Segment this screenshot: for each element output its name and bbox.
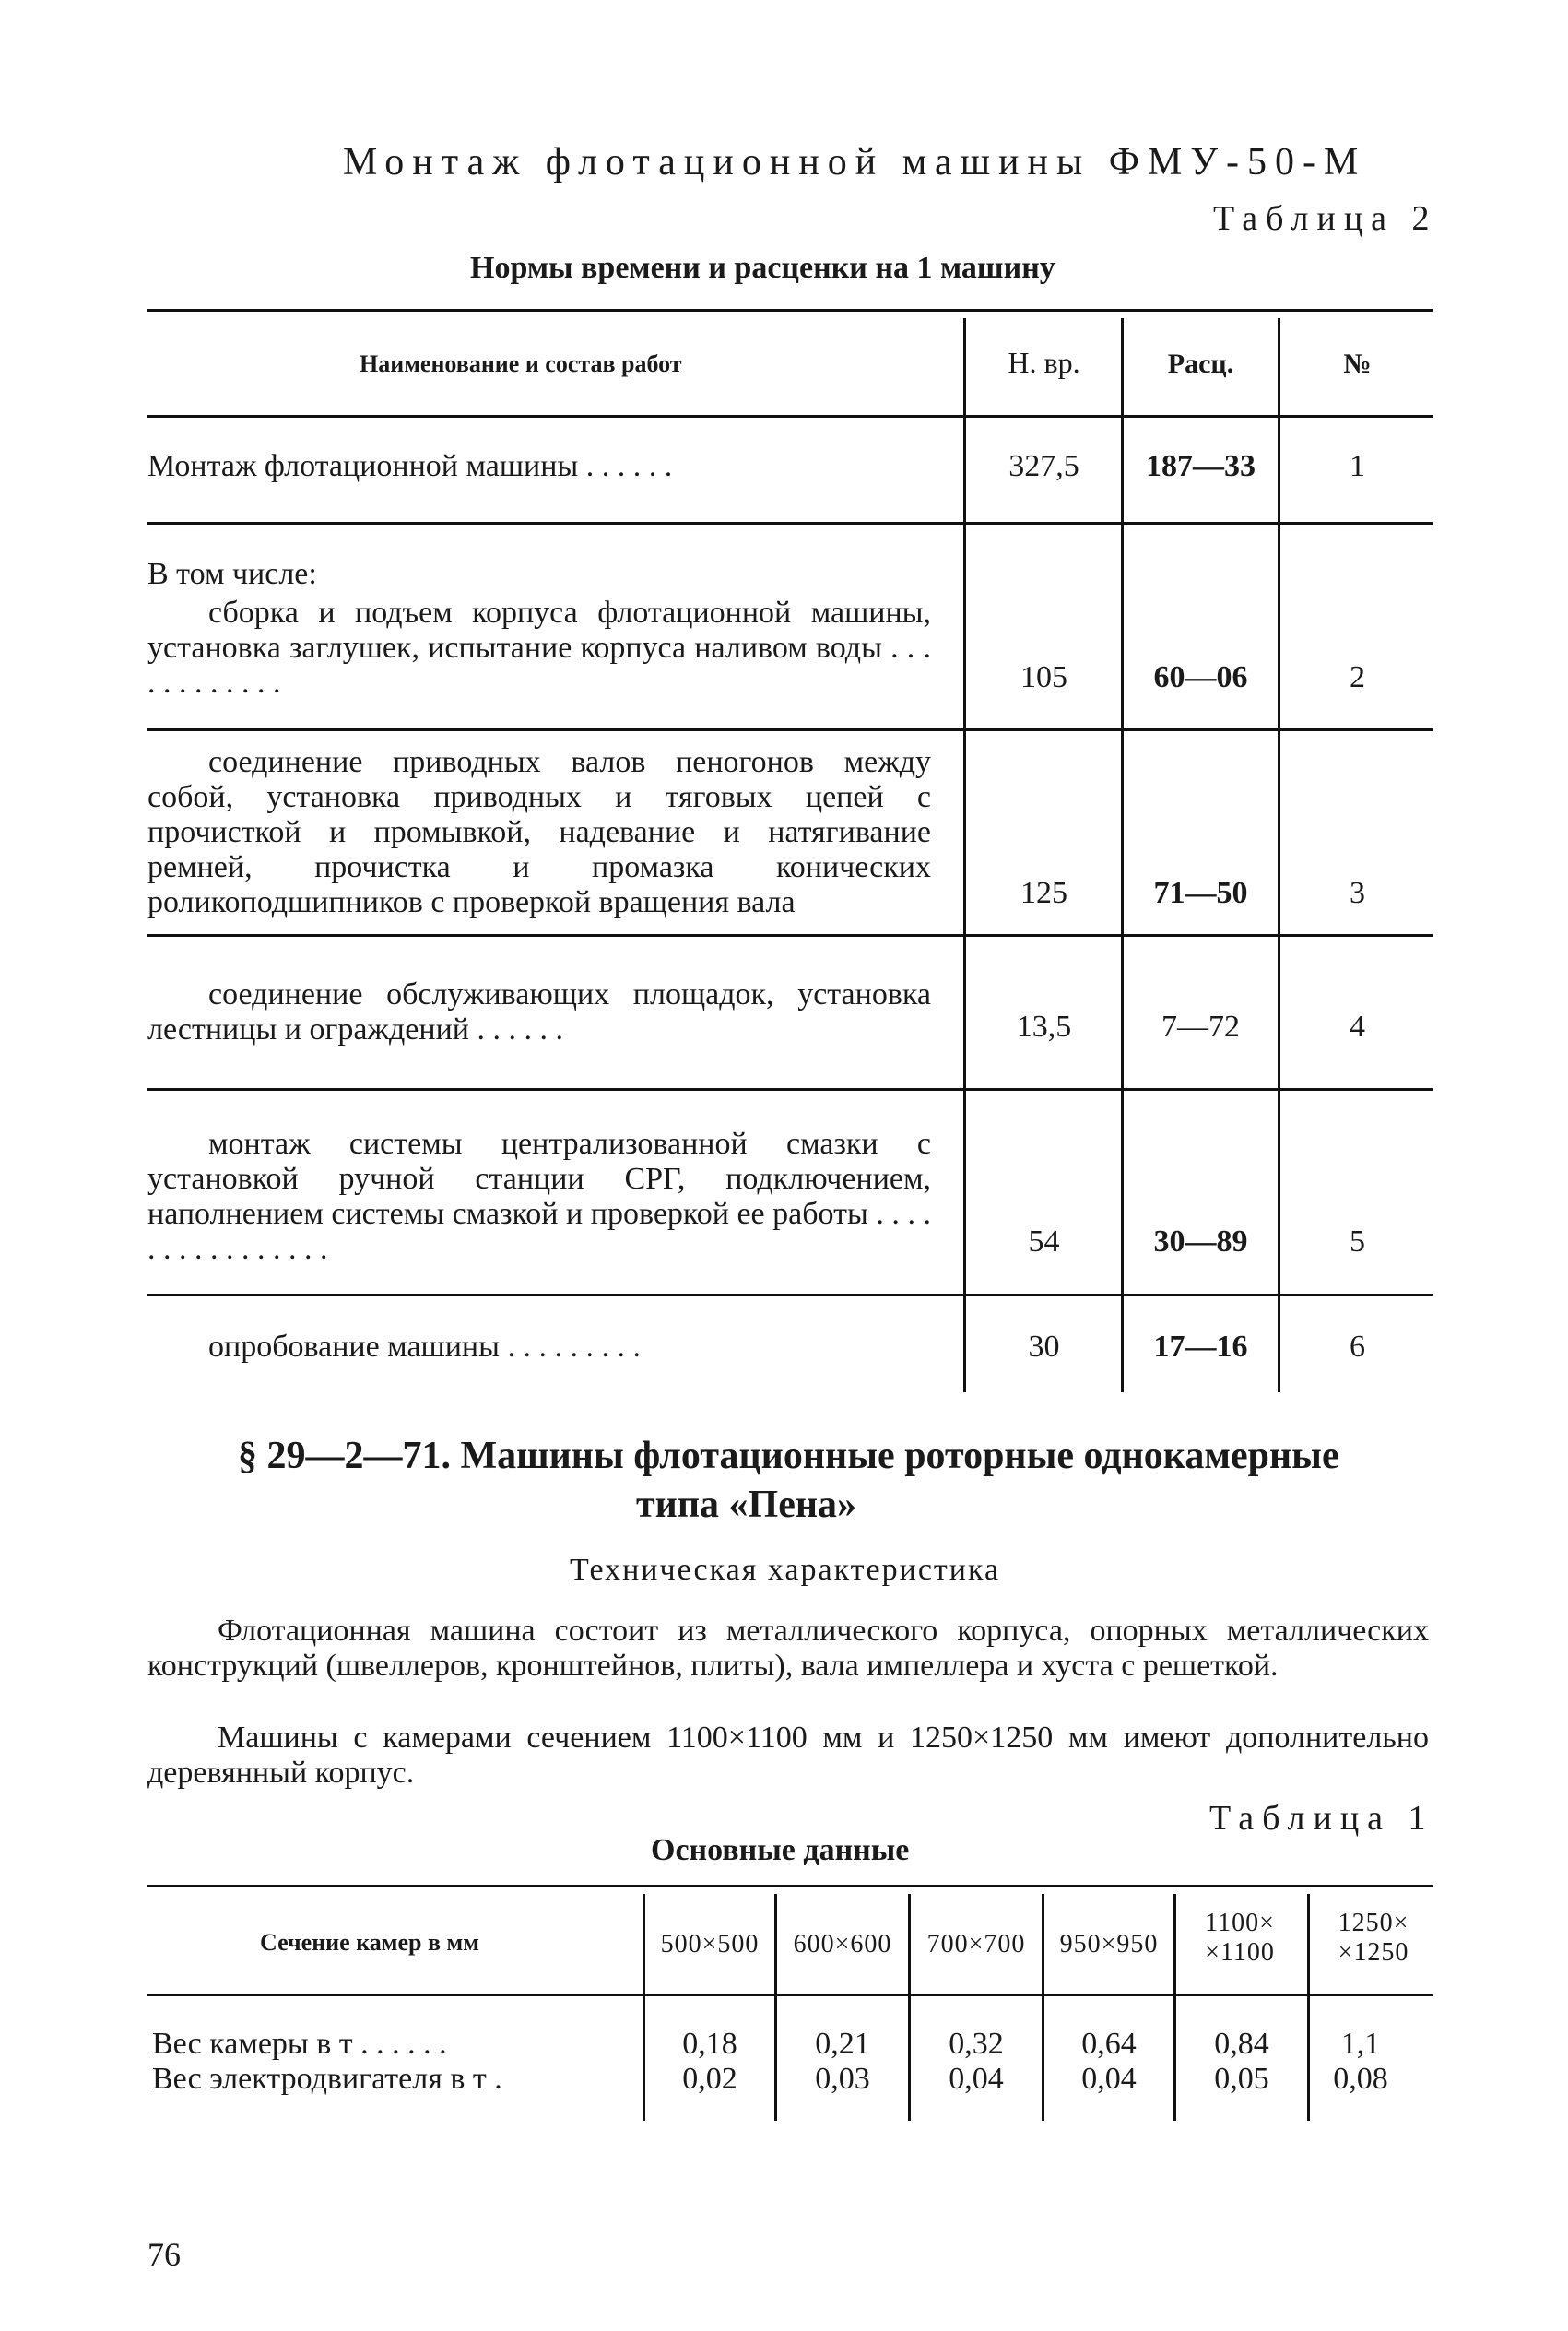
body-paragraph: Машины с камерами сечением 1100×1100 мм и 1250×1250 мм имеют дополнительно деревянный корпус. bbox=[147, 1721, 1429, 1790]
row-work: соединение приводных валов пеногонов между собой, установка приводных и тяговых цепей с прочисткой и промывкой, надевание и натягивание ремней, прочистка и промазка конических роликоподшипников с проверкой вращения вала bbox=[147, 745, 931, 919]
table1-row-label: Вес камеры в т . . . . . . bbox=[152, 2027, 447, 2061]
row-rule bbox=[147, 1088, 1433, 1091]
table1-row-label: Вес электродвигателя в т . bbox=[152, 2062, 502, 2096]
row-price: 187—33 bbox=[1146, 449, 1256, 483]
row-time: 105 bbox=[1020, 660, 1067, 694]
row-price: 17—16 bbox=[1153, 1330, 1248, 1364]
table1-col-header: 950×950 bbox=[1059, 1930, 1159, 1958]
table1-col-header: 1250× ×1250 bbox=[1338, 1909, 1409, 1967]
row-no: 5 bbox=[1350, 1225, 1365, 1259]
table1-value: 0,84 bbox=[1214, 2027, 1269, 2061]
header-work: Наименование и состав работ bbox=[360, 350, 682, 377]
row-rule bbox=[147, 522, 1433, 525]
row-no: 3 bbox=[1350, 876, 1365, 910]
row-work: Монтаж флотационной машины . . . . . . bbox=[147, 449, 673, 483]
row-time: 54 bbox=[1028, 1225, 1060, 1259]
table1-col-header: 600×600 bbox=[793, 1930, 892, 1958]
row-no: 2 bbox=[1350, 660, 1365, 694]
page-number: 76 bbox=[147, 2236, 181, 2273]
header-price: Расц. bbox=[1167, 349, 1234, 379]
row-work: соединение обслуживающих площадок, установка лестницы и ограждений . . . . . . bbox=[147, 977, 931, 1047]
table2-caption: Нормы времени и расценки на 1 машину bbox=[470, 251, 1055, 285]
table1-header-rule bbox=[147, 1994, 1433, 1996]
row-time: 30 bbox=[1028, 1330, 1060, 1364]
row-work: сборка и подъем корпуса флотационной машины, установка заглушек, испытание корпуса наливом воды . . . . . . . . . . . . bbox=[147, 596, 931, 700]
table1-col-header: 500×500 bbox=[660, 1930, 760, 1958]
table1-top-rule bbox=[147, 1885, 1433, 1887]
row-rule bbox=[147, 934, 1433, 937]
row-rule bbox=[147, 728, 1433, 731]
table2-col-divider bbox=[963, 318, 966, 1392]
row-rule bbox=[147, 1294, 1433, 1296]
section-subtitle: Техническая характеристика bbox=[570, 1553, 1001, 1587]
body-paragraph: Флотационная машина состоит из металлического корпуса, опорных металлических конструкций (швеллеров, кронштейнов, плиты), вала импеллера и хуста с решеткой. bbox=[147, 1614, 1429, 1683]
table1-label: Таблица 1 bbox=[1209, 1799, 1434, 1838]
table1-value: 1,1 bbox=[1340, 2027, 1381, 2061]
page-title: Монтаж флотационной машины ФМУ-50-М bbox=[343, 141, 1367, 183]
row-time: 327,5 bbox=[1008, 449, 1079, 483]
row-prefix: В том числе: bbox=[147, 557, 317, 591]
table1-value: 0,32 bbox=[949, 2027, 1004, 2061]
table1-value: 0,05 bbox=[1214, 2062, 1269, 2096]
row-time: 13,5 bbox=[1016, 1010, 1072, 1044]
row-time: 125 bbox=[1020, 876, 1067, 910]
table2-col-divider bbox=[1121, 318, 1124, 1392]
row-price: 30—89 bbox=[1153, 1225, 1248, 1259]
table1-value: 0,18 bbox=[682, 2027, 737, 2061]
table1-value: 0,21 bbox=[815, 2027, 870, 2061]
table1-value: 0,04 bbox=[949, 2062, 1004, 2096]
table1-value: 0,08 bbox=[1333, 2062, 1388, 2096]
table1-value: 0,04 bbox=[1081, 2062, 1137, 2096]
row-work: опробование машины . . . . . . . . . bbox=[208, 1330, 641, 1364]
table1-col-header: 700×700 bbox=[926, 1930, 1026, 1958]
table1-value: 0,02 bbox=[682, 2062, 737, 2096]
row-price: 60—06 bbox=[1153, 660, 1248, 694]
header-time: Н. вр. bbox=[1008, 346, 1080, 379]
row-price: 71—50 bbox=[1153, 876, 1248, 910]
header-no: № bbox=[1343, 349, 1372, 379]
row-no: 1 bbox=[1350, 449, 1365, 483]
section-title: § 29—2—71. Машины флотационные роторные однокамерные bbox=[238, 1435, 1339, 1477]
table1-header-first: Сечение камер в мм bbox=[260, 1929, 479, 1956]
section-title-line2: типа «Пена» bbox=[636, 1484, 857, 1526]
table1-value: 0,64 bbox=[1081, 2027, 1137, 2061]
table1-col-header: 1100× ×1100 bbox=[1205, 1909, 1275, 1967]
row-no: 4 bbox=[1350, 1010, 1365, 1044]
row-no: 6 bbox=[1350, 1330, 1365, 1364]
table1-caption: Основные данные bbox=[651, 1833, 910, 1867]
table2-col-divider bbox=[1278, 318, 1280, 1392]
row-price: 7—72 bbox=[1161, 1010, 1240, 1044]
table2-header-rule bbox=[147, 415, 1433, 418]
table2-label: Таблица 2 bbox=[1213, 199, 1438, 238]
table1-value: 0,03 bbox=[815, 2062, 870, 2096]
table2-top-rule bbox=[147, 309, 1433, 312]
row-work: монтаж системы централизованной смазки с установкой ручной станции СРГ, подключением, наполнением системы смазкой и проверкой ее работы . . . . . . . . . . . . . . . . bbox=[147, 1127, 931, 1266]
